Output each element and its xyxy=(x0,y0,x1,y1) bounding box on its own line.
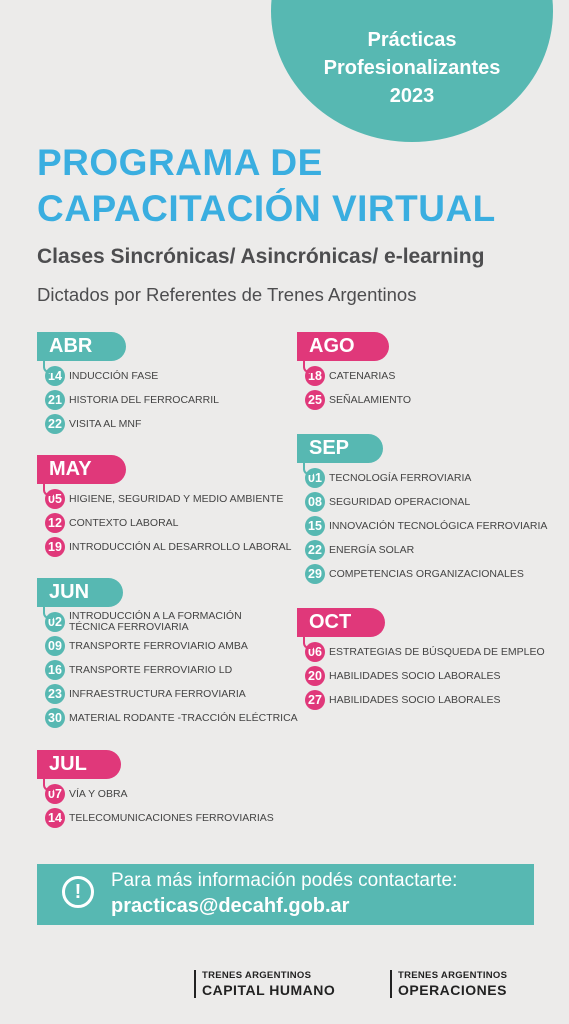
year-badge xyxy=(271,0,553,142)
list-item xyxy=(45,806,274,830)
month-jul xyxy=(37,750,274,830)
title-line-2: CAPACITACIÓN VIRTUAL xyxy=(37,188,496,229)
list-item xyxy=(305,538,547,562)
logo-operaciones xyxy=(390,970,507,998)
badge-line-1: Prácticas xyxy=(367,29,457,51)
day-badge: 19 xyxy=(45,537,65,557)
list-item xyxy=(305,514,547,538)
course-label: TRANSPORTE FERROVIARIO LD xyxy=(69,663,233,676)
logo-line-1: TRENES ARGENTINOS xyxy=(202,970,312,981)
list-item xyxy=(45,782,274,806)
month-label: JUL xyxy=(37,750,121,779)
course-label: INTRODUCCIÓN AL DESARROLLO LABORAL xyxy=(69,540,292,553)
course-label: HISTORIA DEL FERROCARRIL xyxy=(69,393,219,406)
course-label: ENERGÍA SOLAR xyxy=(329,543,415,556)
month-ago xyxy=(297,332,411,412)
course-label: COMPETENCIAS ORGANIZACIONALES xyxy=(329,567,524,580)
course-label: INDUCCIÓN FASE xyxy=(69,369,159,382)
day-badge: 30 xyxy=(45,708,65,728)
course-label: TECNOLOGÍA FERROVIARIA xyxy=(329,471,472,484)
list-item xyxy=(305,364,411,388)
day-badge: 27 xyxy=(305,690,325,710)
logo-line-2: OPERACIONES xyxy=(398,982,507,998)
list-item xyxy=(45,535,292,559)
course-label: INFRAESTRUCTURA FERROVIARIA xyxy=(69,687,246,700)
day-badge: 20 xyxy=(305,666,325,686)
course-label: INTRODUCCIÓN A LA FORMACIÓN TÉCNICA FERROVIARIA xyxy=(69,610,242,633)
list-item xyxy=(45,388,219,412)
list-item xyxy=(45,682,298,706)
day-badge: 21 xyxy=(45,390,65,410)
course-label: ESTRATEGIAS DE BÚSQUEDA DE EMPLEO xyxy=(329,645,545,658)
list-item xyxy=(305,490,547,514)
day-badge: 25 xyxy=(305,390,325,410)
list-item xyxy=(45,658,298,682)
course-label: TRANSPORTE FERROVIARIO AMBA xyxy=(69,639,248,652)
logo-capital-humano xyxy=(194,970,335,998)
course-label: CATENARIAS xyxy=(329,369,396,382)
month-sep xyxy=(297,434,547,586)
day-badge: 29 xyxy=(305,564,325,584)
course-label: TELECOMUNICACIONES FERROVIARIAS xyxy=(69,811,274,824)
list-item xyxy=(305,388,411,412)
day-badge: 23 xyxy=(45,684,65,704)
day-badge: 18 xyxy=(305,366,325,386)
month-label: OCT xyxy=(297,608,385,637)
month-abr xyxy=(37,332,219,436)
day-badge: 01 xyxy=(305,468,325,488)
month-may xyxy=(37,455,292,559)
day-badge: 14 xyxy=(45,808,65,828)
day-badge: 22 xyxy=(45,414,65,434)
course-label: CONTEXTO LABORAL xyxy=(69,516,179,529)
contact-text: Para más información podés contactarte: xyxy=(111,870,458,891)
month-jun xyxy=(37,578,298,730)
month-label: ABR xyxy=(37,332,126,361)
list-item xyxy=(305,664,545,688)
list-item xyxy=(45,364,219,388)
month-label: AGO xyxy=(297,332,389,361)
list-item xyxy=(45,511,292,535)
day-badge: 07 xyxy=(45,784,65,804)
day-badge: 06 xyxy=(305,642,325,662)
course-label: HIGIENE, SEGURIDAD Y MEDIO AMBIENTE xyxy=(69,492,284,505)
list-item xyxy=(305,688,545,712)
course-label: INNOVACIÓN TECNOLÓGICA FERROVIARIA xyxy=(329,519,548,532)
course-label: SEGURIDAD OPERACIONAL xyxy=(329,495,471,508)
month-label: JUN xyxy=(37,578,123,607)
day-badge: 05 xyxy=(45,489,65,509)
course-label: VISITA AL MNF xyxy=(69,417,142,430)
page-title xyxy=(37,140,496,232)
list-item xyxy=(45,487,292,511)
title-line-1: PROGRAMA DE xyxy=(37,142,323,183)
list-item xyxy=(45,634,298,658)
subtitle: Clases Sincrónicas/ Asincrónicas/ e-learning xyxy=(37,245,485,268)
month-label: MAY xyxy=(37,455,126,484)
day-badge: 16 xyxy=(45,660,65,680)
course-label: MATERIAL RODANTE -TRACCIÓN ELÉCTRICA xyxy=(69,711,298,724)
month-oct xyxy=(297,608,545,712)
exclamation-icon: ! xyxy=(62,876,94,908)
course-label: VÍA Y OBRA xyxy=(69,787,128,800)
month-label: SEP xyxy=(297,434,383,463)
list-item xyxy=(305,466,547,490)
course-label: HABILIDADES SOCIO LABORALES xyxy=(329,693,501,706)
day-badge: 14 xyxy=(45,366,65,386)
list-item xyxy=(305,640,545,664)
day-badge: 15 xyxy=(305,516,325,536)
list-item xyxy=(305,562,547,586)
contact-banner xyxy=(37,864,534,925)
list-item xyxy=(45,610,298,634)
day-badge: 12 xyxy=(45,513,65,533)
day-badge: 08 xyxy=(305,492,325,512)
course-label: HABILIDADES SOCIO LABORALES xyxy=(329,669,501,682)
badge-line-3: 2023 xyxy=(389,85,435,107)
course-label: SEÑALAMIENTO xyxy=(329,393,412,406)
contact-email[interactable]: practicas@decahf.gob.ar xyxy=(111,895,350,917)
logo-line-1: TRENES ARGENTINOS xyxy=(398,970,508,981)
day-badge: 22 xyxy=(305,540,325,560)
subtitle-secondary: Dictados por Referentes de Trenes Argentinos xyxy=(37,284,417,305)
list-item xyxy=(45,412,219,436)
badge-line-2: Profesionalizantes xyxy=(323,57,501,79)
day-badge: 09 xyxy=(45,636,65,656)
day-badge: 02 xyxy=(45,612,65,632)
logo-line-2: CAPITAL HUMANO xyxy=(202,982,336,998)
list-item xyxy=(45,706,298,730)
